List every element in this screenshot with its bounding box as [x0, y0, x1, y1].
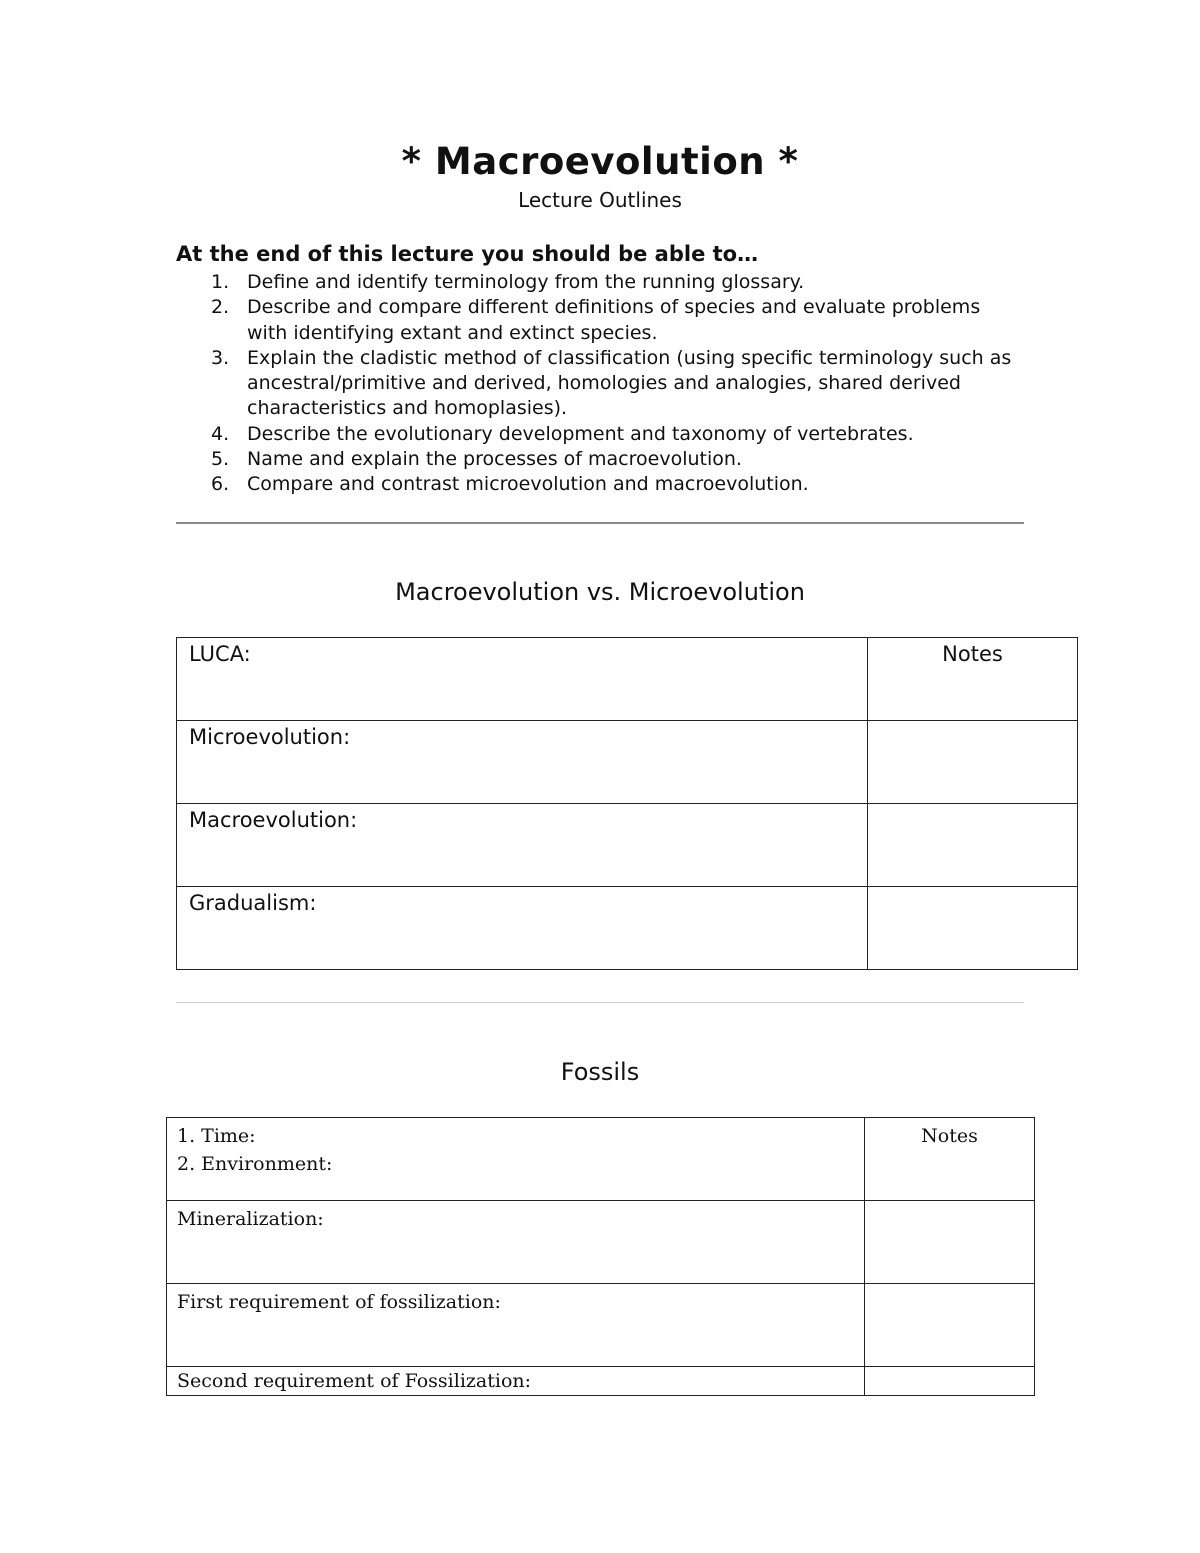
section-divider: [176, 1002, 1024, 1003]
term-cell[interactable]: [177, 887, 868, 970]
notes-cell[interactable]: [865, 1201, 1035, 1284]
objective-number: 1.: [211, 271, 230, 293]
term-cell[interactable]: [167, 1367, 865, 1396]
objective-number: 4.: [211, 422, 230, 445]
fossils-notes-table: [166, 1117, 1035, 1396]
term-label: Mineralization:: [177, 1208, 324, 1230]
term-label: First requirement of fossilization:: [177, 1291, 501, 1313]
section-title-evolution: Macroevolution vs. Microevolution: [395, 578, 805, 606]
objective-number: 5.: [211, 448, 230, 471]
objective-number: 3.: [211, 346, 230, 369]
table-row: [167, 1201, 1035, 1284]
table-row: [167, 1367, 1035, 1396]
term-label: Macroevolution:: [189, 808, 358, 832]
term-label: LUCA:: [189, 642, 251, 666]
notes-cell[interactable]: [868, 887, 1078, 970]
table-row: [177, 804, 1078, 887]
objective-number: 6.: [211, 473, 230, 496]
table-row: [167, 1284, 1035, 1367]
term-cell[interactable]: [167, 1284, 865, 1367]
page-title: * Macroevolution *: [401, 140, 799, 183]
term-cell[interactable]: [177, 804, 868, 887]
notes-cell[interactable]: [865, 1367, 1035, 1396]
evolution-notes-table: [176, 637, 1078, 970]
term-cell[interactable]: [177, 721, 868, 804]
term-label: Gradualism:: [189, 891, 317, 915]
term-cell[interactable]: [177, 638, 868, 721]
objective-text: Compare and contrast microevolution and macroevolution.: [247, 473, 809, 496]
notes-cell[interactable]: [865, 1118, 1035, 1201]
notes-cell[interactable]: [868, 638, 1078, 721]
table-row: [177, 887, 1078, 970]
objective-text: Describe and compare different definitions of species and evaluate problems with identifying extant and extinct species.: [247, 296, 981, 344]
table-row: [177, 721, 1078, 804]
objective-text: Explain the cladistic method of classification (using specific terminology such as ancestral/primitive and derived, homologies and analogies, shared derived characteristics and homoplasies).: [247, 346, 1012, 420]
notes-cell[interactable]: [868, 804, 1078, 887]
objective-item: [176, 270, 1026, 295]
objective-number: 2.: [211, 296, 230, 319]
objective-text: Name and explain the processes of macroevolution.: [247, 448, 742, 471]
term-label: 2. Environment:: [177, 1153, 333, 1175]
objective-item: [176, 472, 1026, 497]
section-divider: [176, 522, 1024, 524]
objective-text: Describe the evolutionary development and taxonomy of vertebrates.: [247, 422, 914, 445]
notes-header: Notes: [942, 642, 1003, 666]
objectives-heading: At the end of this lecture you should be able to…: [176, 242, 759, 266]
objective-item: [176, 422, 1026, 447]
page-subtitle: Lecture Outlines: [518, 188, 682, 212]
table-row: [167, 1118, 1035, 1201]
term-label-group: [167, 1118, 864, 1178]
objective-item: [176, 346, 1026, 422]
objectives-list: [176, 270, 1026, 498]
term-label: Microevolution:: [189, 725, 351, 749]
term-label: Second requirement of Fossilization:: [177, 1370, 532, 1392]
objective-item: [176, 447, 1026, 472]
notes-cell[interactable]: [865, 1284, 1035, 1367]
objective-item: [176, 295, 1026, 346]
notes-header: Notes: [921, 1125, 978, 1147]
term-cell[interactable]: [167, 1201, 865, 1284]
notes-cell[interactable]: [868, 721, 1078, 804]
term-cell[interactable]: [167, 1118, 865, 1201]
objective-text: Define and identify terminology from the running glossary.: [247, 271, 805, 293]
section-title-fossils: Fossils: [560, 1058, 640, 1086]
table-row: [177, 638, 1078, 721]
term-label: 1. Time:: [177, 1125, 256, 1147]
